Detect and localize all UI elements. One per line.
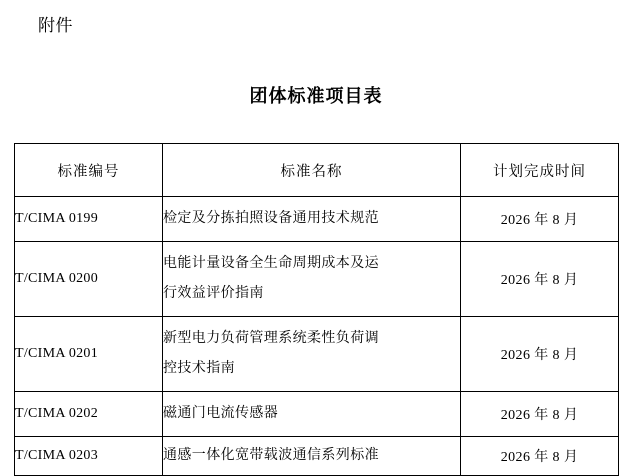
cell-standard-code: T/CIMA 0200 bbox=[15, 242, 163, 317]
page-title: 团体标准项目表 bbox=[249, 86, 383, 106]
table-row bbox=[15, 242, 619, 317]
name-line: 电能计量设备全生命周期成本及运 bbox=[163, 256, 379, 271]
table-row bbox=[15, 392, 619, 437]
name-line: 行效益评价指南 bbox=[163, 286, 264, 301]
cell-standard-name bbox=[163, 437, 461, 476]
table-row bbox=[15, 317, 619, 392]
standards-table-container bbox=[14, 143, 618, 476]
table-row bbox=[15, 437, 619, 476]
cell-standard-name bbox=[163, 242, 461, 317]
cell-planned-date: 2026 年 8 月 bbox=[461, 197, 619, 242]
cell-standard-name bbox=[163, 392, 461, 437]
column-header-name: 标准名称 bbox=[163, 144, 461, 197]
table-header-row bbox=[15, 144, 619, 197]
column-header-code: 标准编号 bbox=[15, 144, 163, 197]
cell-standard-code: T/CIMA 0203 bbox=[15, 437, 163, 476]
cell-standard-name bbox=[163, 317, 461, 392]
cell-standard-code: T/CIMA 0201 bbox=[15, 317, 163, 392]
standards-table bbox=[14, 143, 619, 476]
cell-standard-code: T/CIMA 0199 bbox=[15, 197, 163, 242]
name-line: 控技术指南 bbox=[163, 361, 235, 376]
attachment-label: 附件 bbox=[38, 16, 73, 35]
name-line: 检定及分拣拍照设备通用技术规范 bbox=[163, 211, 379, 226]
name-line: 磁通门电流传感器 bbox=[163, 406, 279, 421]
cell-planned-date: 2026 年 8 月 bbox=[461, 437, 619, 476]
cell-planned-date: 2026 年 8 月 bbox=[461, 317, 619, 392]
name-line: 通感一体化宽带载波通信系列标准 bbox=[163, 448, 379, 463]
cell-standard-code: T/CIMA 0202 bbox=[15, 392, 163, 437]
column-header-date: 计划完成时间 bbox=[461, 144, 619, 197]
cell-standard-name bbox=[163, 197, 461, 242]
cell-planned-date: 2026 年 8 月 bbox=[461, 242, 619, 317]
name-line: 新型电力负荷管理系统柔性负荷调 bbox=[163, 331, 379, 346]
cell-planned-date: 2026 年 8 月 bbox=[461, 392, 619, 437]
table-row bbox=[15, 197, 619, 242]
